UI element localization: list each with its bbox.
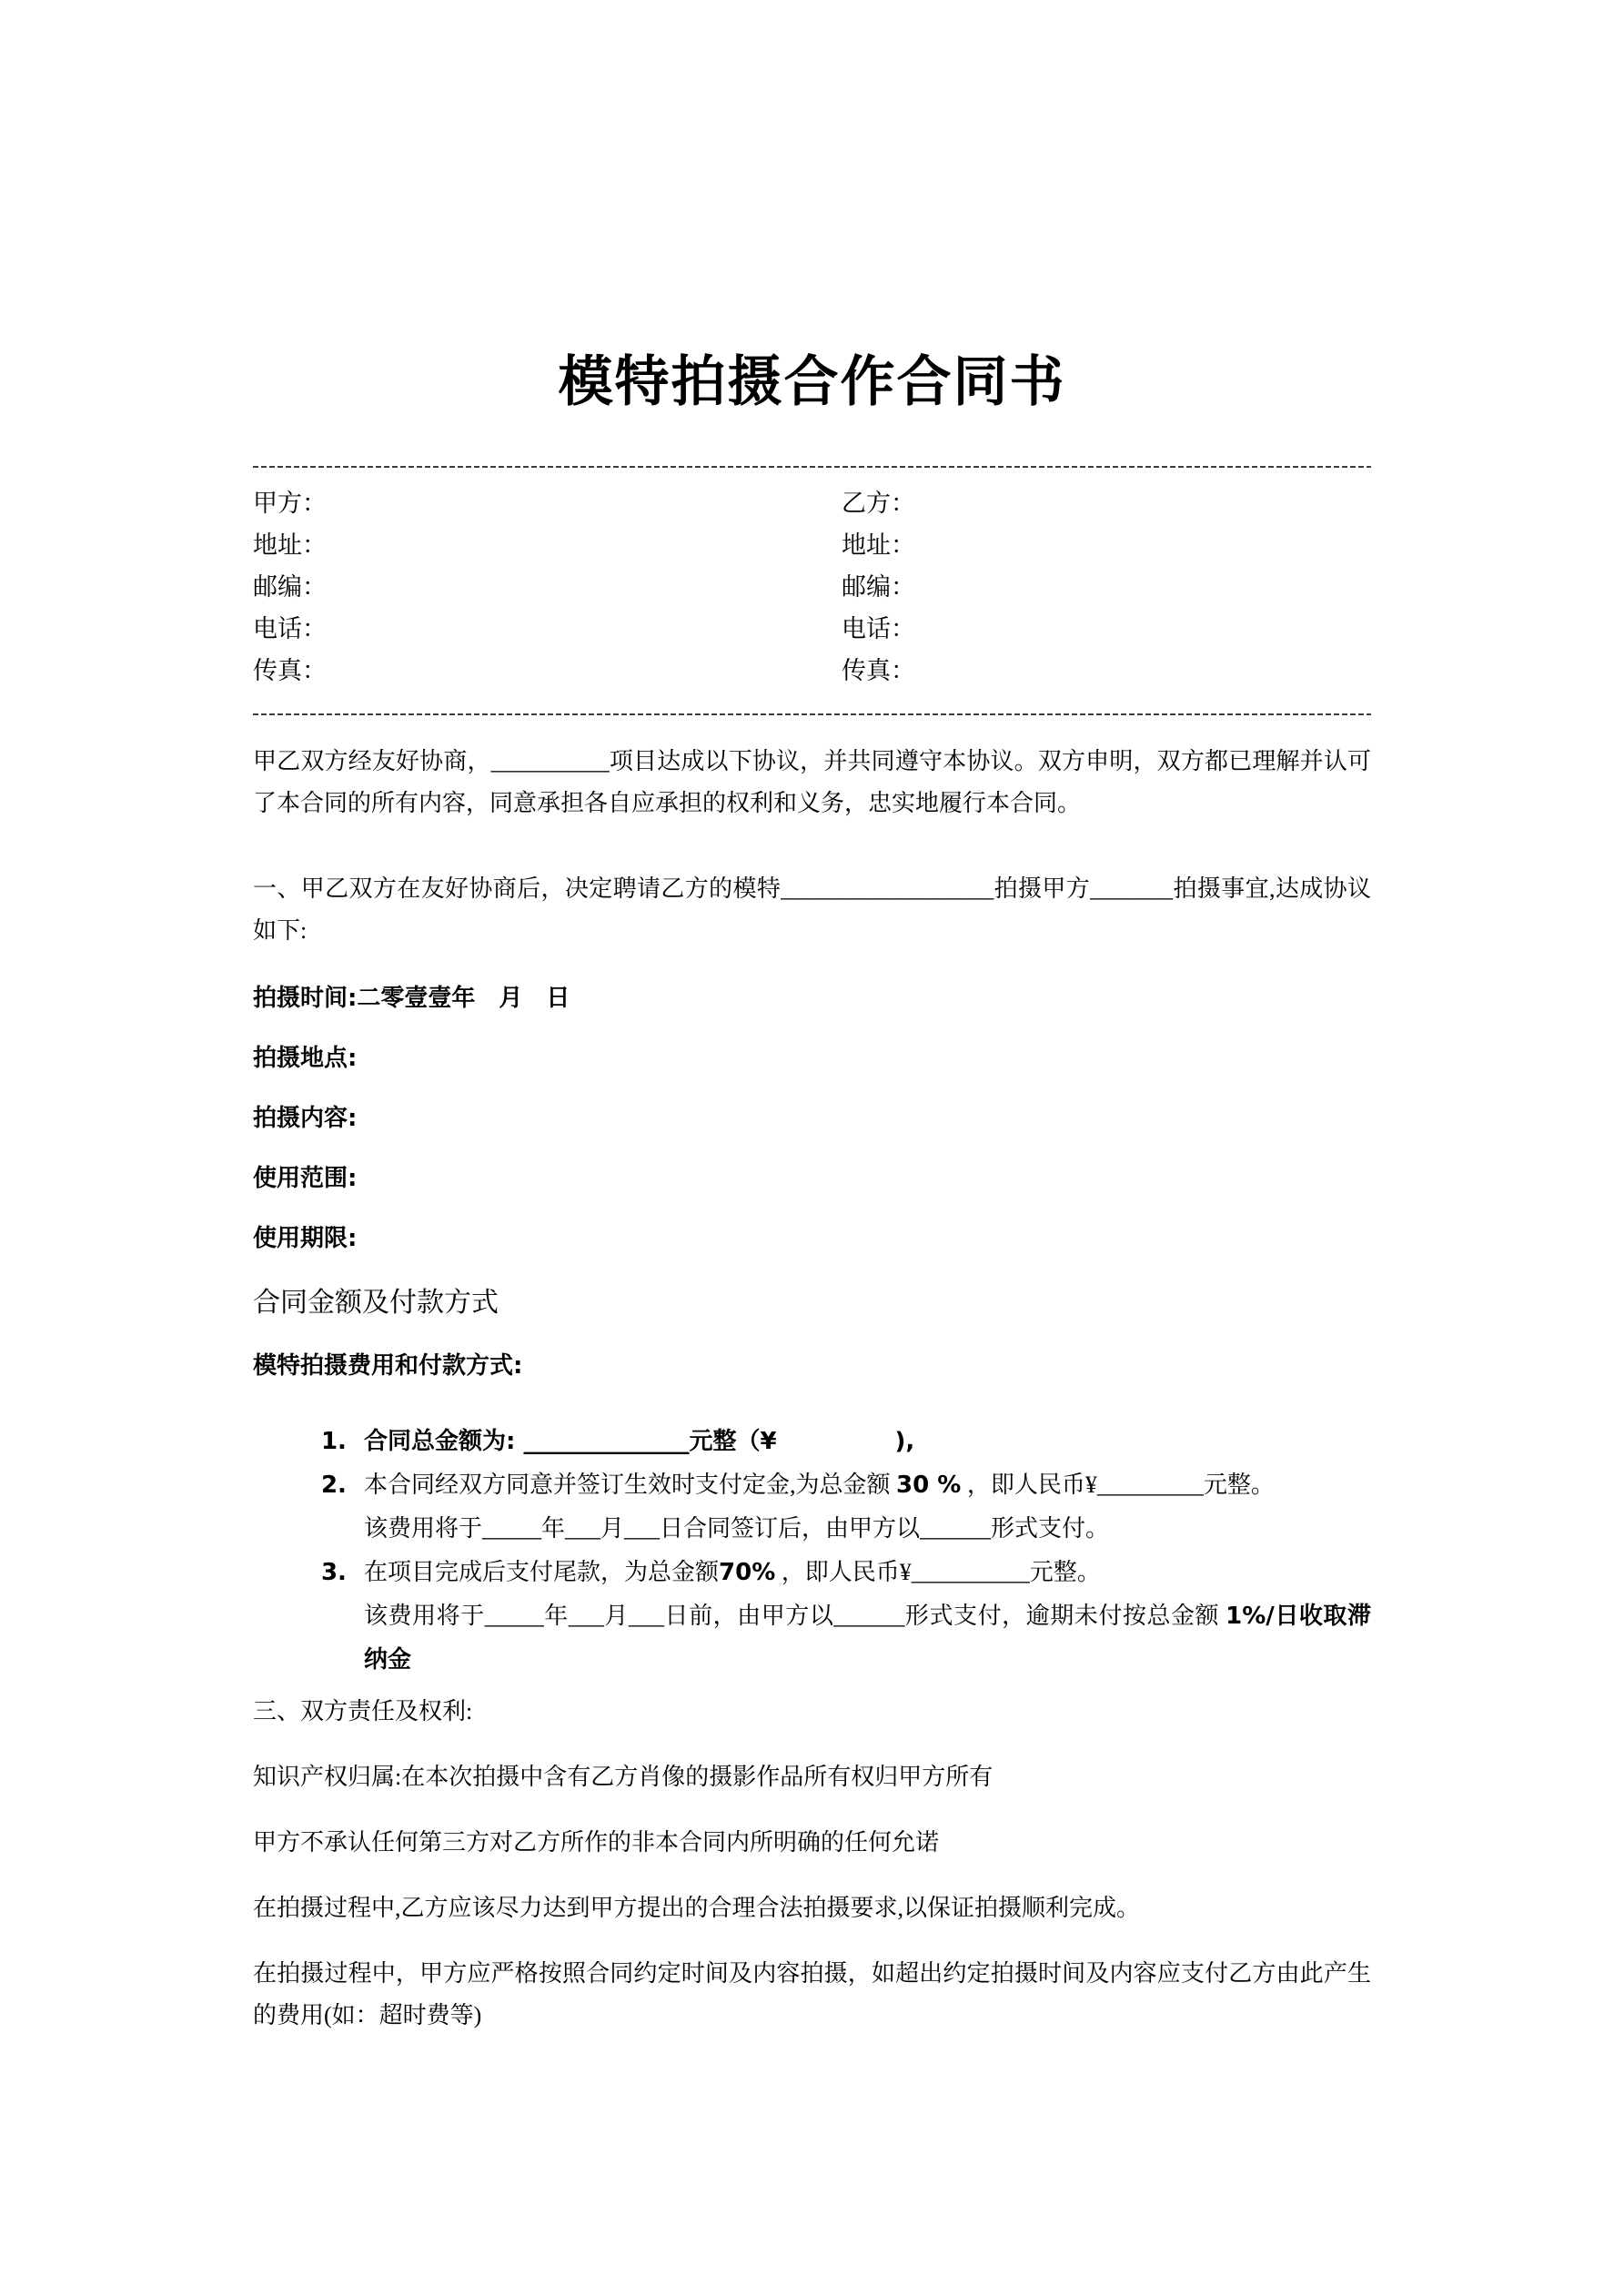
party-b-address-label: 地址： xyxy=(842,531,915,559)
balance-text-schedule: 该费用将于_____年___月___日前，由甲方以______形式支付，逾期未付按总金额 xyxy=(364,1603,1226,1629)
payment-item-total xyxy=(355,1420,1371,1463)
late-fee-text: 1%/日收取滞纳金 xyxy=(364,1603,1371,1674)
document-title: 模特拍摄合作合同书 xyxy=(558,350,1066,414)
section-one-text: 一、甲乙双方在友好协商后，决定聘请乙方的模特__________________拍摄甲方_______拍摄事宜,达成协议如下: xyxy=(253,875,1371,944)
party-b-zip-label: 邮编： xyxy=(842,573,915,601)
divider-top xyxy=(253,466,1371,468)
balance-text-amount: ，即人民币¥__________元整。 xyxy=(775,1559,1101,1585)
intro-paragraph: 甲乙双方经友好协商，__________项目达成以下协议，并共同遵守本协议。双方申明，双方都已理解并认可了本合同的所有内容，同意承担各自应承担的权利和义务，忠实地履行本合同。 xyxy=(253,748,1371,816)
payment-item-deposit xyxy=(355,1463,1371,1551)
clause-third-party: 甲方不承认任何第三方对乙方所作的非本合同内所明确的任何允诺 xyxy=(253,1829,940,1856)
balance-percent: 70% xyxy=(719,1559,776,1586)
divider-bottom xyxy=(253,713,1371,715)
party-a-address-label: 地址： xyxy=(253,531,327,559)
party-a-name-label: 甲方： xyxy=(253,490,327,517)
clause-ip-ownership: 知识产权归属:在本次拍摄中含有乙方肖像的摄影作品所有权归甲方所有 xyxy=(253,1764,994,1790)
payment-terms-list xyxy=(253,1420,1371,1682)
payment-total-text: 合同总金额为: ______________元整（¥ ), xyxy=(364,1428,915,1455)
payment-item-balance xyxy=(355,1551,1371,1682)
shoot-content-line: 拍摄内容: xyxy=(253,1105,358,1132)
party-b-name-label: 乙方： xyxy=(842,490,915,517)
balance-text-lead: 在项目完成后支付尾款，为总金额 xyxy=(364,1559,720,1585)
deposit-text-lead: 本合同经双方同意并签订生效时支付定金,为总金额 xyxy=(364,1472,897,1498)
usage-term-line: 使用期限: xyxy=(253,1225,358,1252)
clause-model-duty: 在拍摄过程中,乙方应该尽力达到甲方提出的合理合法拍摄要求,以保证拍摄顺利完成。 xyxy=(253,1895,1141,1921)
deposit-text-amount: ，即人民币¥_________元整。 xyxy=(961,1472,1275,1498)
amount-section-heading: 合同金额及付款方式 xyxy=(253,1288,499,1318)
shoot-location-line: 拍摄地点: xyxy=(253,1045,358,1072)
shoot-time-line: 拍摄时间:二零壹壹年 月 日 xyxy=(253,985,570,1012)
party-a-column xyxy=(253,482,842,692)
deposit-text-schedule: 该费用将于_____年___月___日合同签订后，由甲方以______形式支付。 xyxy=(364,1515,1110,1542)
deposit-percent: 30 % xyxy=(896,1472,962,1499)
party-a-phone-label: 电话： xyxy=(253,615,327,642)
parties-block xyxy=(253,482,1371,692)
party-b-fax-label: 传真： xyxy=(842,657,915,684)
party-a-fax-label: 传真： xyxy=(253,657,327,684)
clause-overtime-fee: 在拍摄过程中，甲方应严格按照合同约定时间及内容拍摄，如超出约定拍摄时间及内容应支付乙方由此产生的费用(如：超时费等) xyxy=(253,1960,1371,2028)
section-three-heading: 三、双方责任及权利: xyxy=(253,1698,473,1725)
payment-method-heading: 模特拍摄费用和付款方式: xyxy=(253,1352,523,1380)
party-a-zip-label: 邮编： xyxy=(253,573,327,601)
party-b-column xyxy=(842,482,1371,692)
usage-scope-line: 使用范围: xyxy=(253,1165,358,1192)
party-b-phone-label: 电话： xyxy=(842,615,915,642)
